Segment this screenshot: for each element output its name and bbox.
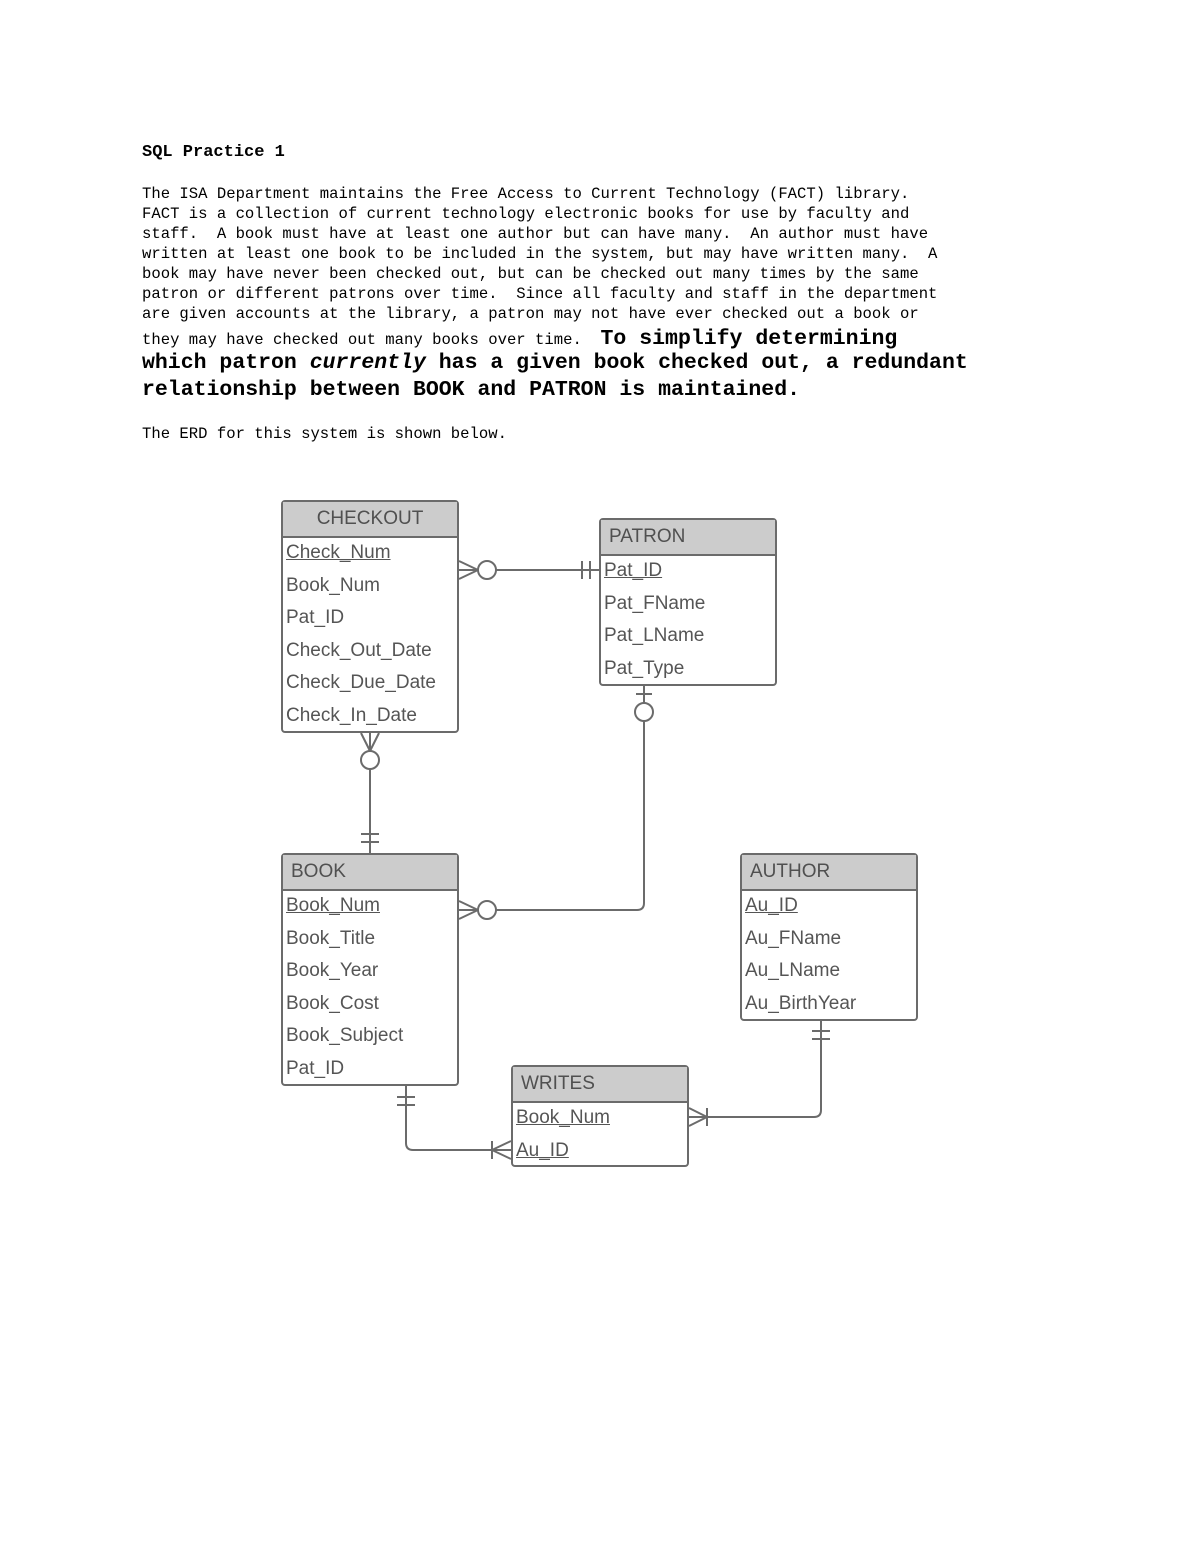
optional-circle <box>478 901 496 919</box>
crowfoot-mark <box>370 733 379 751</box>
crowfoot-mark <box>689 1108 707 1117</box>
attribute-primary-key: Pat_ID <box>604 560 663 581</box>
paragraph-line: patron or different patrons over time. Since all faculty and staff in the department <box>142 285 938 303</box>
paragraph-line: are given accounts at the library, a patron may not have ever checked out a book or <box>142 305 919 323</box>
crowfoot-mark <box>459 910 478 919</box>
entity-header: PATRON <box>601 520 775 556</box>
attribute: Pat_ID <box>286 607 345 629</box>
attribute-primary-key: Book_Num <box>516 1107 610 1128</box>
attribute: Check_Due_Date <box>286 672 436 694</box>
entity-patron[interactable] <box>599 518 777 686</box>
paragraph-line: book may have never been checked out, but can be checked out many times by the same <box>142 265 919 283</box>
attribute-primary-key: Check_Num <box>286 542 391 563</box>
attribute: Pat_LName <box>604 625 705 647</box>
optional-circle <box>478 561 496 579</box>
paragraph-line: FACT is a collection of current technology electronic books for use by faculty and <box>142 205 910 223</box>
emphasis-suffix: has a given book checked out, a redundant <box>425 351 968 375</box>
crowfoot-mark <box>459 901 478 910</box>
attribute: Check_In_Date <box>286 704 417 726</box>
optional-circle <box>635 703 653 721</box>
attribute: Book_Cost <box>286 992 379 1014</box>
emphasis-italic-word: currently <box>309 351 426 375</box>
book-writes-line <box>406 1086 511 1150</box>
emphasis-prefix: which patron <box>142 351 310 375</box>
entity-header: AUTHOR <box>742 855 916 891</box>
paragraph-line: staff. A book must have at least one author but can have many. An author must have <box>142 225 929 243</box>
paragraph-line: written at least one book to be included in the system, but may have written many. A <box>142 245 938 263</box>
attribute: Pat_ID <box>286 1057 345 1079</box>
attribute: Au_FName <box>745 927 842 949</box>
attribute-primary-key: Au_ID <box>516 1139 569 1161</box>
erd-intro-text: The ERD for this system is shown below. <box>142 425 507 443</box>
attribute: Book_Year <box>286 960 379 982</box>
crowfoot-mark <box>689 1117 707 1126</box>
document-title: SQL Practice 1 <box>142 143 285 162</box>
author-writes-line <box>689 1021 821 1117</box>
attribute: Book_Title <box>286 927 376 949</box>
attribute-primary-key: Book_Num <box>286 895 380 916</box>
paragraph-line: The ISA Department maintains the Free Access to Current Technology (FACT) library. <box>142 185 910 203</box>
attribute: Pat_Type <box>604 657 685 679</box>
entity-header: WRITES <box>513 1067 687 1103</box>
crowfoot-mark <box>492 1150 511 1159</box>
attribute: Au_BirthYear <box>745 992 857 1014</box>
patron-book-line <box>459 686 644 910</box>
attribute: Book_Subject <box>286 1025 404 1047</box>
entity-header: CHECKOUT <box>283 502 457 538</box>
attribute: Au_LName <box>745 960 841 982</box>
emphasis-text-start: To simplify determining <box>600 327 898 351</box>
attribute: Book_Num <box>286 574 380 596</box>
paragraph-normal-text: they may have checked out many books over time. <box>142 331 601 349</box>
entity-checkout[interactable] <box>281 500 459 733</box>
crowfoot-mark <box>492 1141 511 1150</box>
optional-circle <box>361 751 379 769</box>
entity-header: BOOK <box>283 855 457 891</box>
entity-writes[interactable] <box>511 1065 689 1167</box>
attribute: Check_Out_Date <box>286 639 432 661</box>
entity-book[interactable] <box>281 853 459 1086</box>
attribute: Pat_FName <box>604 592 706 614</box>
attribute-primary-key: Au_ID <box>745 895 798 916</box>
crowfoot-mark <box>459 570 478 579</box>
crowfoot-mark <box>459 561 478 570</box>
crowfoot-mark <box>361 733 370 751</box>
emphasis-line-2: relationship between BOOK and PATRON is maintained. <box>142 378 801 402</box>
entity-author[interactable] <box>740 853 918 1021</box>
